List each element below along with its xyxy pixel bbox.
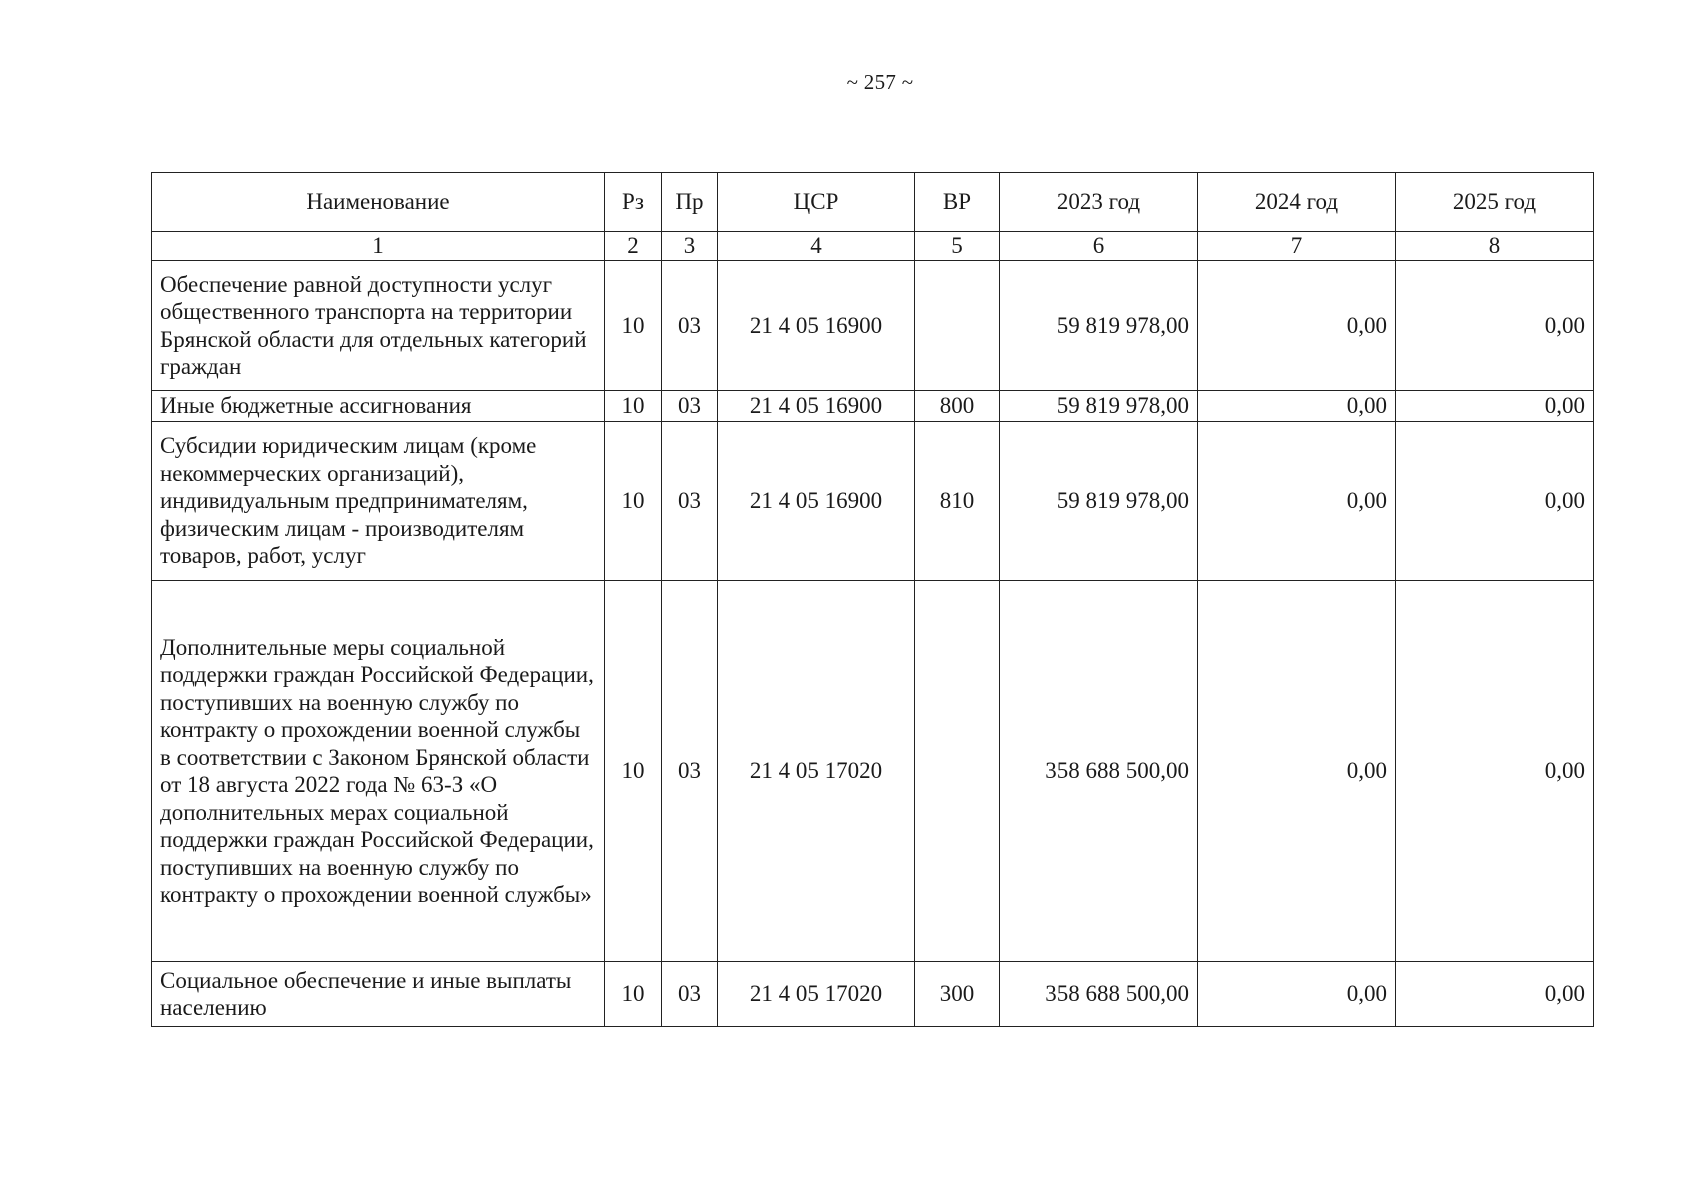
row-rz: 10: [605, 391, 662, 422]
row-csr: 21 4 05 16900: [718, 422, 915, 581]
column-number: 5: [915, 232, 1000, 261]
row-csr: 21 4 05 17020: [718, 962, 915, 1027]
row-2023: 358 688 500,00: [1000, 581, 1198, 962]
row-2024: 0,00: [1198, 581, 1396, 962]
row-2025: 0,00: [1396, 261, 1594, 391]
table-row: [152, 391, 1594, 422]
row-2024: 0,00: [1198, 261, 1396, 391]
column-number: 4: [718, 232, 915, 261]
table-header-row: [152, 173, 1594, 232]
row-name: Субсидии юридическим лицам (кроме некоммерческих организаций), индивидуальным предпринимателям, физическим лицам - производителям товаров, работ, услуг: [152, 422, 605, 581]
row-pr: 03: [662, 261, 718, 391]
row-csr: 21 4 05 17020: [718, 581, 915, 962]
header-pr: Пр: [662, 173, 718, 232]
row-csr: 21 4 05 16900: [718, 391, 915, 422]
row-rz: 10: [605, 422, 662, 581]
table-row: [152, 261, 1594, 391]
row-2023: 59 819 978,00: [1000, 391, 1198, 422]
row-2023: 59 819 978,00: [1000, 422, 1198, 581]
column-number: 7: [1198, 232, 1396, 261]
row-2025: 0,00: [1396, 422, 1594, 581]
row-csr: 21 4 05 16900: [718, 261, 915, 391]
row-name: Обеспечение равной доступности услуг общественного транспорта на территории Брянской области для отдельных категорий граждан: [152, 261, 605, 391]
header-vr: ВР: [915, 173, 1000, 232]
header-2023: 2023 год: [1000, 173, 1198, 232]
row-2024: 0,00: [1198, 422, 1396, 581]
row-2024: 0,00: [1198, 962, 1396, 1027]
row-name: Дополнительные меры социальной поддержки граждан Российской Федерации, поступивших на военную службу по контракту о прохождении военной службы в соответствии с Законом Брянской области от 18 августа 2022 года № 63-З «О дополнительных мерах социальной поддержки граждан Российской Федерации, поступивших на военную службу по контракту о прохождении военной службы»: [152, 581, 605, 962]
row-rz: 10: [605, 581, 662, 962]
header-rz: Рз: [605, 173, 662, 232]
row-rz: 10: [605, 962, 662, 1027]
column-number-row: [152, 232, 1594, 261]
row-vr: 300: [915, 962, 1000, 1027]
table-row: [152, 962, 1594, 1027]
row-pr: 03: [662, 962, 718, 1027]
row-2025: 0,00: [1396, 391, 1594, 422]
table-row: [152, 581, 1594, 962]
row-2025: 0,00: [1396, 962, 1594, 1027]
row-vr: [915, 261, 1000, 391]
page-number: ~ 257 ~: [846, 70, 914, 94]
column-number: 8: [1396, 232, 1594, 261]
column-number: 1: [152, 232, 605, 261]
row-vr: [915, 581, 1000, 962]
column-number: 6: [1000, 232, 1198, 261]
header-2025: 2025 год: [1396, 173, 1594, 232]
row-name: Социальное обеспечение и иные выплаты населению: [152, 962, 605, 1027]
row-pr: 03: [662, 422, 718, 581]
row-vr: 800: [915, 391, 1000, 422]
table-row: [152, 422, 1594, 581]
column-number: 2: [605, 232, 662, 261]
header-2024: 2024 год: [1198, 173, 1396, 232]
row-2024: 0,00: [1198, 391, 1396, 422]
column-number: 3: [662, 232, 718, 261]
row-pr: 03: [662, 581, 718, 962]
row-2025: 0,00: [1396, 581, 1594, 962]
row-2023: 59 819 978,00: [1000, 261, 1198, 391]
row-pr: 03: [662, 391, 718, 422]
row-name: Иные бюджетные ассигнования: [152, 391, 605, 422]
header-name: Наименование: [152, 173, 605, 232]
header-csr: ЦСР: [718, 173, 915, 232]
row-2023: 358 688 500,00: [1000, 962, 1198, 1027]
budget-table: [151, 172, 1594, 1027]
row-rz: 10: [605, 261, 662, 391]
row-vr: 810: [915, 422, 1000, 581]
